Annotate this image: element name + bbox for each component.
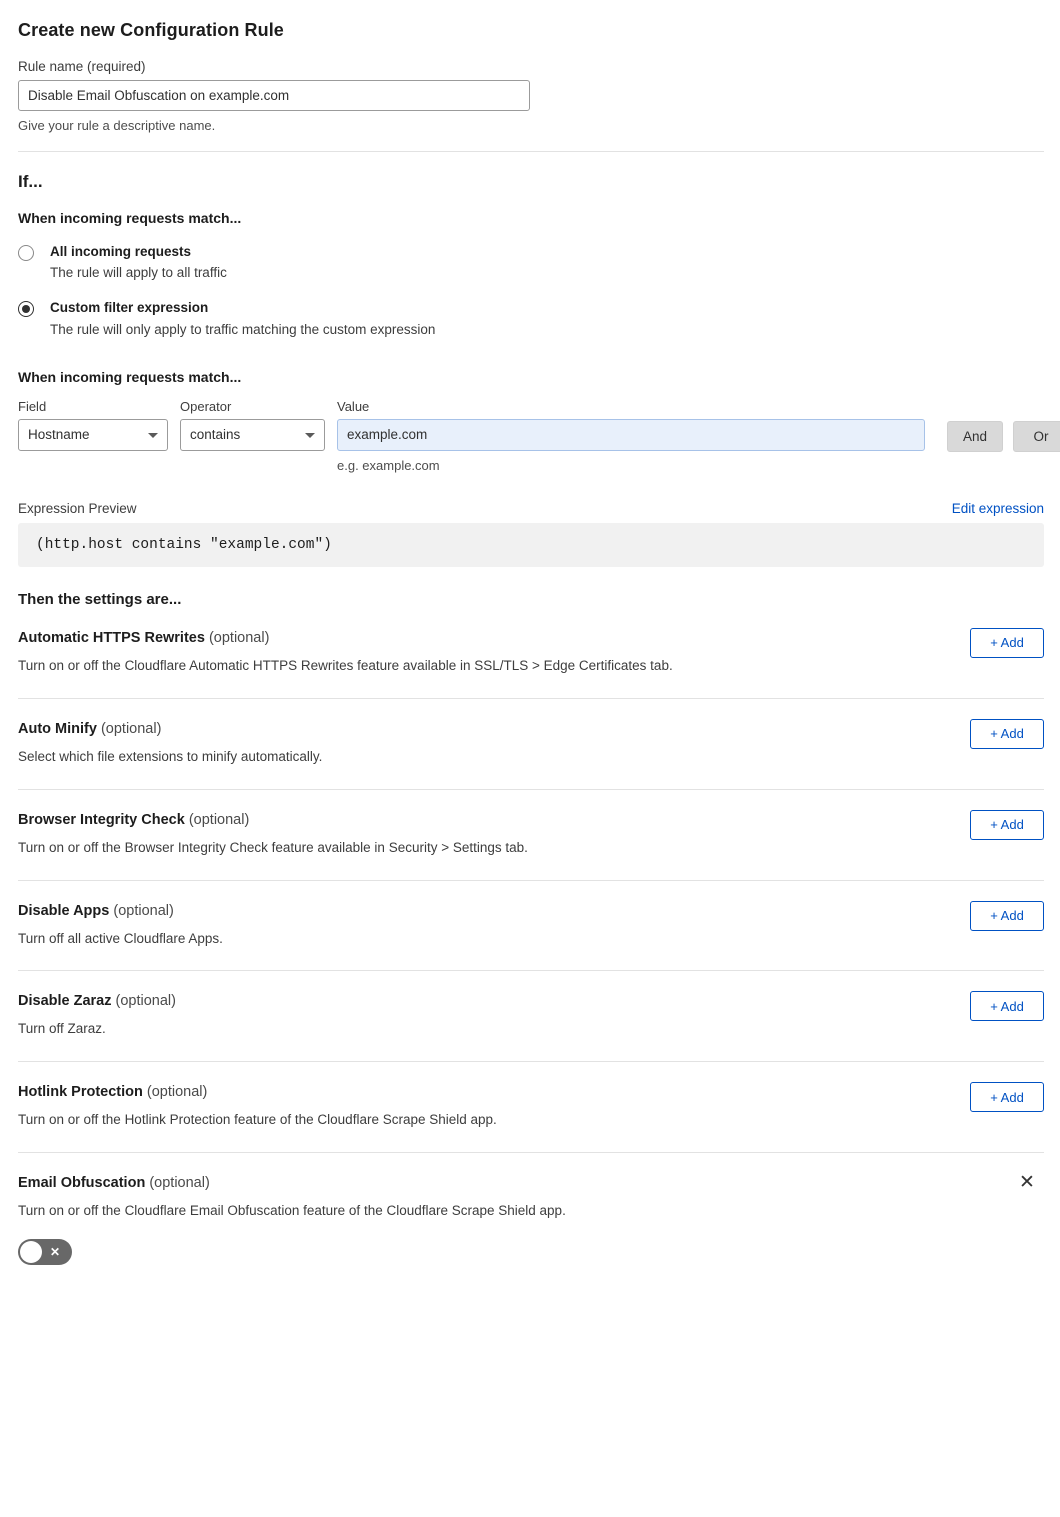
value-hint: e.g. example.com [337,457,440,473]
operator-select[interactable] [180,419,325,451]
setting-title [18,812,1044,828]
filter-operator-column [180,399,325,451]
field-select[interactable] [18,419,168,451]
setting-name: Email Obfuscation [18,1175,146,1192]
page-title: Create new Configuration Rule [18,20,284,40]
add-button[interactable]: + Add [970,1082,1044,1112]
setting-disable-apps [18,881,1044,972]
add-button[interactable]: + Add [970,991,1044,1021]
radio-title-all-requests: All incoming requests [50,244,192,259]
close-icon[interactable]: ✕ [1019,1172,1035,1194]
setting-name: Disable Apps [18,902,110,919]
setting-optional-tag: (optional) [149,1175,210,1192]
operator-label: Operator [180,398,232,414]
setting-optional-tag: (optional) [208,629,270,646]
radio-indicator-all-requests[interactable] [18,245,34,261]
setting-description: Select which file extensions to minify automatically. [18,748,323,764]
toggle-knob [20,1241,42,1263]
if-section-heading: If... [18,172,43,191]
setting-description: Turn on or off the Cloudflare Automatic HTTPS Rewrites feature available in SSL/TLS > Edge Certificates tab. [18,657,673,673]
radio-option-all-requests[interactable] [18,243,1044,282]
expression-preview-label: Expression Preview [18,500,137,516]
add-button[interactable]: + Add [970,628,1044,658]
setting-email-obfuscation [18,1153,1044,1287]
edit-expression-link[interactable]: Edit expression [951,500,1044,516]
rule-name-help: Give your rule a descriptive name. [18,118,216,133]
setting-optional-tag: (optional) [100,720,162,737]
setting-description: Turn on or off the Cloudflare Email Obfuscation feature of the Cloudflare Scrape Shield app. [18,1203,566,1219]
setting-title [18,993,1044,1009]
filter-match-subheading: When incoming requests match... [18,368,242,385]
chevron-down-icon [148,433,158,438]
section-divider [18,151,1044,152]
setting-title [18,721,1044,737]
setting-hotlink-protection [18,1062,1044,1153]
setting-optional-tag: (optional) [146,1084,208,1101]
rule-name-input[interactable]: Disable Email Obfuscation on example.com [18,80,530,111]
add-button[interactable]: + Add [970,810,1044,840]
operator-select-value: contains [190,427,241,443]
match-subheading: When incoming requests match... [18,210,242,226]
radio-desc-all-requests: The rule will apply to all traffic [50,265,227,281]
radio-desc-custom-filter: The rule will only apply to traffic matching the custom expression [50,321,436,337]
add-button[interactable]: + Add [970,719,1044,749]
setting-name: Browser Integrity Check [18,811,185,828]
setting-title [18,903,1044,919]
filter-builder-row [18,398,1049,473]
expression-preview-box: (http.host contains "example.com") [18,523,1044,567]
setting-name: Disable Zaraz [18,993,112,1010]
value-input[interactable]: example.com [337,419,925,451]
setting-title [18,1175,1044,1191]
setting-optional-tag: (optional) [188,811,250,828]
value-label: Value [337,398,370,414]
then-settings-heading: Then the settings are... [18,590,182,608]
filter-value-column [337,399,925,473]
setting-optional-tag: (optional) [113,902,174,919]
chevron-down-icon [305,433,315,438]
setting-name: Automatic HTTPS Rewrites [18,629,205,646]
radio-title-custom-filter: Custom filter expression [50,300,209,316]
setting-description: Turn on or off the Browser Integrity Check feature available in Security > Settings tab. [18,839,528,855]
field-label: Field [18,398,47,414]
radio-indicator-custom-filter[interactable] [18,301,34,317]
setting-name: Hotlink Protection [18,1084,143,1101]
email-obfuscation-toggle[interactable] [18,1239,72,1265]
and-button[interactable]: And [947,421,1003,452]
setting-automatic-https-rewrites [18,608,1044,699]
filter-field-column [18,399,168,451]
setting-title [18,1084,1044,1100]
expression-preview-header [18,501,1044,516]
setting-name: Auto Minify [18,720,97,737]
setting-disable-zaraz [18,971,1044,1062]
toggle-off-icon: ✕ [49,1245,60,1260]
add-button[interactable]: + Add [970,901,1044,931]
setting-title [18,630,1044,646]
radio-option-custom-filter[interactable] [18,299,1044,338]
field-select-value: Hostname [28,427,90,443]
setting-description: Turn on or off the Hotlink Protection feature of the Cloudflare Scrape Shield app. [18,1112,497,1128]
setting-description: Turn off all active Cloudflare Apps. [18,930,223,946]
setting-description: Turn off Zaraz. [18,1021,106,1037]
setting-browser-integrity-check [18,790,1044,881]
setting-optional-tag: (optional) [115,993,176,1010]
or-button[interactable]: Or [1013,421,1060,452]
setting-auto-minify [18,699,1044,790]
rule-name-label: Rule name (required) [18,59,146,74]
